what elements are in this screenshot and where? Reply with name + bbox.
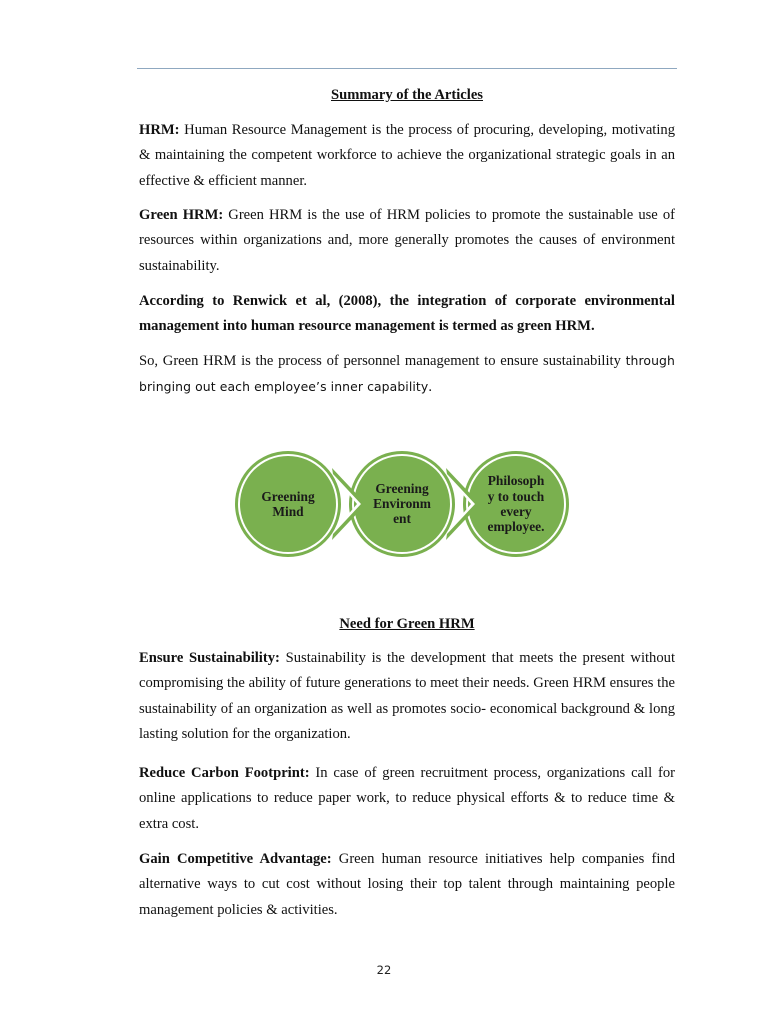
- so-text-line2: through bringing out each employee’s inner capability: [139, 353, 675, 395]
- sustainability-paragraph: [139, 646, 675, 747]
- page-number: 22: [376, 963, 392, 977]
- green-hrm-process-diagram: [225, 448, 575, 560]
- green-hrm-text: Green HRM is the use of HRM policies to promote the sustainable use of resources within organizations and, more generally promotes the causes of environment sustainability.: [139, 207, 675, 274]
- circle-3-label-line1: Philosoph: [487, 473, 545, 488]
- carbon-term: Reduce Carbon Footprint:: [139, 765, 310, 781]
- circle-3-label-line4: employee.: [487, 519, 545, 534]
- competitive-term: Gain Competitive Advantage:: [139, 851, 332, 867]
- sustainability-term: Ensure Sustainability:: [139, 650, 280, 666]
- need-heading: Need for Green HRM: [339, 616, 475, 632]
- circle-2-label-line3: ent: [393, 511, 411, 526]
- green-hrm-term: Green HRM:: [139, 207, 224, 223]
- carbon-text: In case of green recruitment process, organizations call for online applications to reduce paper work, to reduce physical efforts & to reduce time & extra cost.: [139, 765, 675, 832]
- summary-heading: Summary of the Articles: [331, 87, 483, 103]
- hrm-term: HRM:: [139, 122, 180, 138]
- so-text-period: .: [428, 379, 432, 396]
- competitive-text: Green human resource initiatives help companies find alternative ways to cut cost without losing their top talent through maintaining people management policies & activities.: [139, 851, 675, 918]
- hrm-text: Human Resource Management is the process of procuring, developing, motivating & maintaining the competent workforce to achieve the organizational strategic goals in an effective & efficient manner.: [139, 122, 675, 189]
- circle-1-label-line1: Greening: [261, 489, 315, 504]
- competitive-paragraph: [139, 847, 675, 923]
- so-paragraph: [139, 348, 675, 401]
- carbon-paragraph: [139, 761, 675, 837]
- circle-3-label-line2: y to touch: [487, 489, 545, 504]
- green-hrm-paragraph: [139, 203, 675, 279]
- circle-2-label-line1: Greening: [375, 481, 429, 496]
- circle-1-label-line2: Mind: [272, 504, 304, 519]
- so-text-line1: So, Green HRM is the process of personnel management to ensure sustainability: [139, 353, 621, 369]
- header-rule: [137, 68, 677, 69]
- sustainability-text: Sustainability is the development that meets the present without compromising the ability of future generations to meet their needs. Green HRM ensures the sustainability of an organization as well as promotes socio- economical background & long lasting solution for the organization.: [139, 650, 675, 742]
- hrm-paragraph: [139, 118, 675, 194]
- circle-2-label-line2: Environm: [373, 496, 431, 511]
- circle-3-label-line3: every: [500, 504, 532, 519]
- renwick-paragraph: According to Renwick et al, (2008), the integration of corporate environmental management into human resource management is termed as green HRM.: [139, 293, 675, 335]
